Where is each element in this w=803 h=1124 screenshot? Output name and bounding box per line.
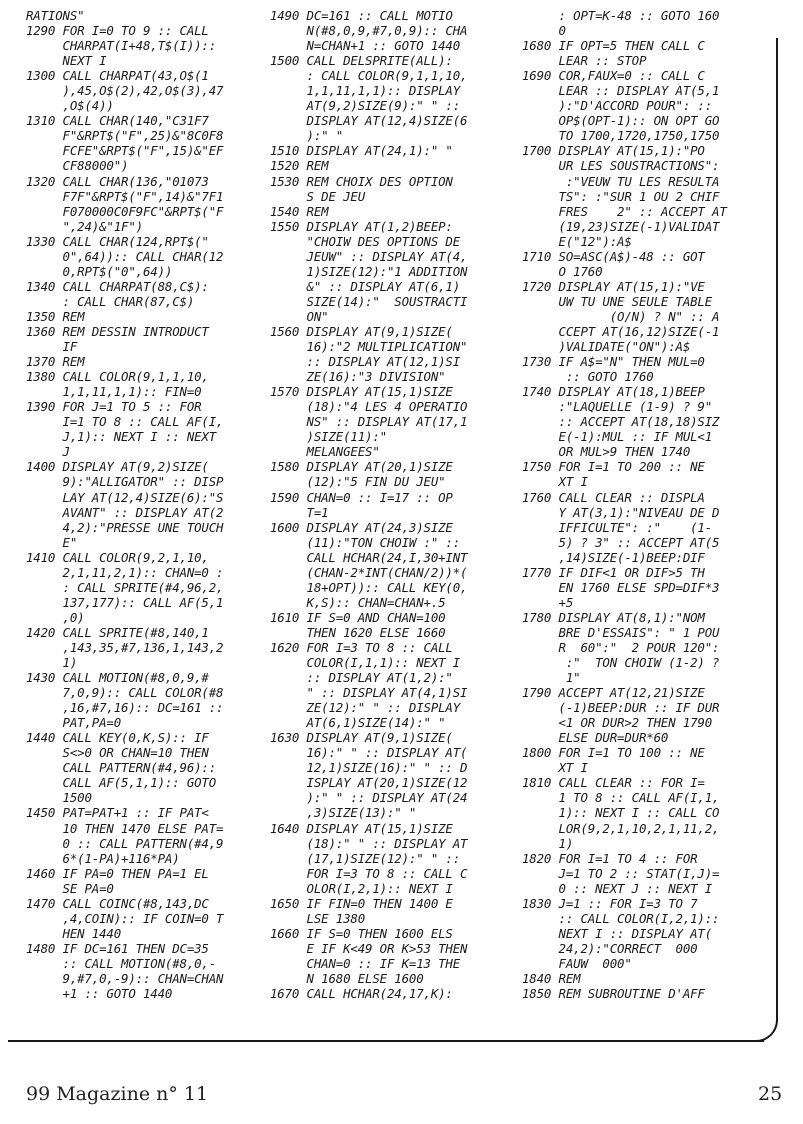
code-line: )VALIDATE("ON"):A$ bbox=[522, 339, 691, 355]
code-line: "CHOIW DES OPTIONS DE bbox=[270, 233, 461, 249]
code-line: TS": :"SUR 1 OU 2 CHIF bbox=[522, 188, 720, 204]
code-line: LEAR :: DISPLAY AT(5,1 bbox=[522, 83, 720, 99]
code-line: 16):" " :: DISPLAY AT( bbox=[270, 745, 468, 761]
code-line: 0 bbox=[522, 23, 566, 39]
code-line: E("12"):A$ bbox=[522, 233, 632, 249]
code-line: AT(9,2)SIZE(9):" " :: bbox=[270, 98, 461, 114]
code-line: N(#8,0,9,#7,0,9):: CHA bbox=[270, 23, 468, 39]
code-line: CHARPAT(I+48,T$(I)):: bbox=[26, 38, 217, 54]
code-line: 1580 DISPLAY AT(20,1)SIZE bbox=[270, 459, 453, 475]
code-line: ",24)&"1F") bbox=[26, 218, 143, 234]
code-line: 1440 CALL KEY(0,K,S):: IF bbox=[26, 730, 209, 746]
code-line: ON" bbox=[270, 308, 329, 324]
code-line: CHAN=0 :: IF K=13 THE bbox=[270, 955, 461, 971]
code-line: (CHAN-2*INT(CHAN/2))*( bbox=[270, 564, 468, 580]
code-line: J,1):: NEXT I :: NEXT bbox=[26, 429, 217, 445]
code-line: 1690 COR,FAUX=0 :: CALL C bbox=[522, 68, 705, 84]
code-line: 9,#7,0,-9):: CHAN=CHAN bbox=[26, 971, 224, 986]
code-line: PAT,PA=0 bbox=[26, 715, 122, 731]
code-line: ,O$(4)) bbox=[26, 98, 114, 114]
code-line: &" :: DISPLAY AT(6,1) bbox=[270, 278, 461, 294]
code-line: K,S):: CHAN=CHAN+.5 bbox=[270, 594, 446, 610]
code-line: ):" " :: DISPLAY AT(24 bbox=[270, 790, 468, 806]
code-line: 1800 FOR I=1 TO 100 :: NE bbox=[522, 745, 705, 761]
code-line: 1510 DISPLAY AT(24,1):" " bbox=[270, 143, 453, 159]
code-line: 1330 CALL CHAR(124,RPT$(" bbox=[26, 233, 209, 249]
code-line: (18):" " :: DISPLAY AT bbox=[270, 835, 468, 851]
code-line: LSE 1380 bbox=[270, 910, 366, 926]
code-line: 1820 FOR I=1 TO 4 :: FOR bbox=[522, 850, 698, 866]
code-line: OLOR(I,2,1):: NEXT I bbox=[270, 880, 453, 896]
code-line: ,3)SIZE(13):" " bbox=[270, 805, 417, 821]
code-line: JEUW" :: DISPLAY AT(4, bbox=[270, 248, 468, 264]
code-line: CCEPT AT(16,12)SIZE(-1 bbox=[522, 323, 720, 339]
code-line: 1530 REM CHOIX DES OPTION bbox=[270, 173, 453, 189]
code-line: 1680 IF OPT=5 THEN CALL C bbox=[522, 38, 705, 54]
code-line: COLOR(I,1,1):: NEXT I bbox=[270, 655, 461, 671]
code-line: OP$(OPT-1):: ON OPT GO bbox=[522, 113, 720, 129]
code-line: 9):"ALLIGATOR" :: DISP bbox=[26, 474, 224, 490]
code-line: FRES 2" :: ACCEPT AT bbox=[522, 203, 727, 219]
code-line: IFFICULTE": :" (1- bbox=[522, 519, 713, 535]
code-line: (18):"4 LES 4 OPERATIO bbox=[270, 399, 468, 415]
code-line: :: CALL COLOR(I,2,1):: bbox=[522, 910, 720, 926]
code-line: : OPT=K-48 :: GOTO 160 bbox=[522, 8, 720, 23]
code-line: : CALL COLOR(9,1,1,10, bbox=[270, 68, 468, 84]
code-line: SE PA=0 bbox=[26, 880, 114, 896]
code-line: 1660 IF S=0 THEN 1600 ELS bbox=[270, 925, 453, 941]
code-line: LOR(9,2,1,10,2,1,11,2, bbox=[522, 820, 720, 836]
code-line: N 1680 ELSE 1600 bbox=[270, 971, 424, 986]
code-line: 12,1)SIZE(16):" " :: D bbox=[270, 760, 468, 776]
code-line: : CALL SPRITE(#4,96,2, bbox=[26, 579, 224, 595]
code-line: 1320 CALL CHAR(136,"01073 bbox=[26, 173, 209, 189]
code-line: 5) ? 3" :: ACCEPT AT(5 bbox=[522, 534, 720, 550]
code-line: 1,1,11,1,1):: DISPLAY bbox=[270, 83, 461, 99]
code-line: CF88000") bbox=[26, 158, 129, 174]
code-line: EN 1760 ELSE SPD=DIF*3 bbox=[522, 579, 720, 595]
code-line: 7,0,9):: CALL COLOR(#8 bbox=[26, 685, 224, 701]
code-line: :: DISPLAY AT(12,1)SI bbox=[270, 354, 461, 370]
code-line: LAY AT(12,4)SIZE(6):"S bbox=[26, 489, 224, 505]
code-line: 1670 CALL HCHAR(24,17,K): bbox=[270, 986, 453, 1002]
code-line: 1500 bbox=[26, 790, 92, 806]
code-line: 1400 DISPLAY AT(9,2)SIZE( bbox=[26, 459, 209, 475]
code-line: 1770 IF DIF<1 OR DIF>5 TH bbox=[522, 564, 705, 580]
code-line: ,14)SIZE(-1)BEEP:DIF bbox=[522, 549, 705, 565]
code-line: AVANT" :: DISPLAY AT(2 bbox=[26, 504, 224, 520]
code-line: : CALL CHAR(87,C$) bbox=[26, 293, 195, 309]
code-line: 1780 DISPLAY AT(8,1):"NOM bbox=[522, 609, 705, 625]
code-line: 1480 IF DC=161 THEN DC=35 bbox=[26, 940, 209, 956]
code-line: I=1 TO 8 :: CALL AF(I, bbox=[26, 414, 224, 430]
code-line: 1460 IF PA=0 THEN PA=1 EL bbox=[26, 865, 209, 881]
code-line: 1540 REM bbox=[270, 203, 329, 219]
code-line: ZE(16):"3 DIVISION" bbox=[270, 369, 446, 385]
code-line: " :: DISPLAY AT(4,1)SI bbox=[270, 685, 468, 701]
publication-title: 99 Magazine n° 11 bbox=[26, 1083, 209, 1105]
code-line: ):" " bbox=[270, 128, 344, 144]
code-line: 0 :: CALL PATTERN(#4,9 bbox=[26, 835, 224, 851]
code-line: NS" :: DISPLAY AT(17,1 bbox=[270, 414, 468, 430]
code-line: 24,2):"CORRECT 000 bbox=[522, 940, 698, 956]
code-line: 1590 CHAN=0 :: I=17 :: OP bbox=[270, 489, 453, 505]
code-line: 1850 REM SUBROUTINE D'AFF bbox=[522, 986, 705, 1002]
code-line: (12):"5 FIN DU JEU" bbox=[270, 474, 446, 490]
code-line: IF bbox=[26, 339, 78, 355]
code-line: 2,1,11,2,1):: CHAN=0 : bbox=[26, 564, 224, 580]
code-line: (19,23)SIZE(-1)VALIDAT bbox=[522, 218, 720, 234]
code-line: 10 THEN 1470 ELSE PAT= bbox=[26, 820, 224, 836]
code-line: Y AT(3,1):"NIVEAU DE D bbox=[522, 504, 720, 520]
code-line: S<>0 OR CHAN=10 THEN bbox=[26, 745, 209, 761]
code-line: 1700 DISPLAY AT(15,1):"PO bbox=[522, 143, 705, 159]
code-line: 1830 J=1 :: FOR I=3 TO 7 bbox=[522, 895, 698, 911]
code-line: 1750 FOR I=1 TO 200 :: NE bbox=[522, 459, 705, 475]
code-line: :: GOTO 1760 bbox=[522, 369, 654, 385]
code-line: 1610 IF S=0 AND CHAN=100 bbox=[270, 609, 446, 625]
code-line: 1840 REM bbox=[522, 971, 581, 986]
code-line: 16):"2 MULTIPLICATION" bbox=[270, 339, 468, 355]
code-line: 1" bbox=[522, 670, 581, 686]
code-line: E(-1):MUL :: IF MUL<1 bbox=[522, 429, 713, 445]
listing-column-2 bbox=[270, 8, 508, 1001]
page-frame-corner bbox=[750, 1016, 778, 1042]
code-line: 0 :: NEXT J :: NEXT I bbox=[522, 880, 713, 896]
code-line: CALL HCHAR(24,I,30+INT bbox=[270, 549, 468, 565]
code-line: 1290 FOR I=0 TO 9 :: CALL bbox=[26, 23, 209, 39]
code-line: NEXT I :: DISPLAY AT( bbox=[522, 925, 713, 941]
code-line: 1490 DC=161 :: CALL MOTIO bbox=[270, 8, 453, 23]
code-line: ),45,O$(2),42,O$(3),47 bbox=[26, 83, 224, 99]
code-line: OR MUL>9 THEN 1740 bbox=[522, 444, 691, 460]
code-line: F"&RPT$("F",25)&"8C0F8 bbox=[26, 128, 224, 144]
code-line: THEN 1620 ELSE 1660 bbox=[270, 624, 446, 640]
code-line: ):"D'ACCORD POUR": :: bbox=[522, 98, 713, 114]
code-line: 1350 REM bbox=[26, 308, 85, 324]
code-line: 1810 CALL CLEAR :: FOR I= bbox=[522, 775, 705, 791]
code-line: 1620 FOR I=3 TO 8 :: CALL bbox=[270, 639, 453, 655]
code-line: 1630 DISPLAY AT(9,1)SIZE( bbox=[270, 730, 453, 746]
page-frame-right-rule bbox=[776, 38, 778, 1022]
code-line: SIZE(14):" SOUSTRACTI bbox=[270, 293, 468, 309]
code-line: E" bbox=[26, 534, 78, 550]
code-line: 0,RPT$("0",64)) bbox=[26, 263, 173, 279]
code-line: F070000C0F9FC"&RPT$("F bbox=[26, 203, 224, 219]
code-line: J bbox=[26, 444, 70, 460]
code-line: NEXT I bbox=[26, 53, 107, 69]
code-line: 1380 CALL COLOR(9,1,1,10, bbox=[26, 369, 209, 385]
code-line: 1710 SO=ASC(A$)-48 :: GOT bbox=[522, 248, 705, 264]
code-line: N=CHAN+1 :: GOTO 1440 bbox=[270, 38, 461, 54]
code-line: UW TU UNE SEULE TABLE bbox=[522, 293, 713, 309]
code-line: 1) bbox=[26, 655, 78, 671]
code-line: ZE(12):" " :: DISPLAY bbox=[270, 700, 461, 716]
code-line: 1):: NEXT I :: CALL CO bbox=[522, 805, 720, 821]
code-line: 1640 DISPLAY AT(15,1)SIZE bbox=[270, 820, 453, 836]
code-line: ,16,#7,16):: DC=161 :: bbox=[26, 700, 224, 716]
code-line: +1 :: GOTO 1440 bbox=[26, 986, 173, 1002]
code-line: LEAR :: STOP bbox=[522, 53, 647, 69]
code-line: (11):"TON CHOIW :" :: bbox=[270, 534, 461, 550]
code-line: BRE D'ESSAIS": " 1 POU bbox=[522, 624, 720, 640]
code-line: F7F"&RPT$("F",14)&"7F1 bbox=[26, 188, 224, 204]
code-line: 1760 CALL CLEAR :: DISPLA bbox=[522, 489, 705, 505]
code-line: 1790 ACCEPT AT(12,21)SIZE bbox=[522, 685, 705, 701]
code-line: CALL AF(5,1,1):: GOTO bbox=[26, 775, 217, 791]
code-line: 1520 REM bbox=[270, 158, 329, 174]
code-line: HEN 1440 bbox=[26, 925, 122, 941]
code-line: 1550 DISPLAY AT(1,2)BEEP: bbox=[270, 218, 453, 234]
code-line: ,143,35,#7,136,1,143,2 bbox=[26, 639, 224, 655]
code-line: CALL PATTERN(#4,96):: bbox=[26, 760, 217, 776]
code-line: (17,1)SIZE(12):" " :: bbox=[270, 850, 461, 866]
code-line: 1)SIZE(12):"1 ADDITION bbox=[270, 263, 468, 279]
code-line: 1340 CALL CHARPAT(88,C$): bbox=[26, 278, 209, 294]
code-line: DISPLAY AT(12,4)SIZE(6 bbox=[270, 113, 468, 129]
code-line: 1 TO 8 :: CALL AF(I,1, bbox=[522, 790, 720, 806]
code-line: )SIZE(11):" bbox=[270, 429, 387, 445]
code-line: ISPLAY AT(20,1)SIZE(12 bbox=[270, 775, 468, 791]
code-line: 1600 DISPLAY AT(24,3)SIZE bbox=[270, 519, 453, 535]
code-line: ELSE DUR=DUR*60 bbox=[522, 730, 669, 746]
code-line: AT(6,1)SIZE(14):" " bbox=[270, 715, 446, 731]
code-line: T=1 bbox=[270, 504, 329, 520]
code-line: UR LES SOUSTRACTIONS": bbox=[522, 158, 720, 174]
code-line: +5 bbox=[522, 594, 574, 610]
code-line: FCFE"&RPT$("F",15)&"EF bbox=[26, 143, 224, 159]
code-line: RATIONS" bbox=[26, 8, 85, 23]
code-line: 1) bbox=[522, 835, 574, 851]
code-line: FOR I=3 TO 8 :: CALL C bbox=[270, 865, 468, 881]
code-line: 1450 PAT=PAT+1 :: IF PAT< bbox=[26, 805, 209, 821]
code-line: (O/N) ? N" :: A bbox=[522, 308, 720, 324]
code-line: ,4,COIN):: IF COIN=0 T bbox=[26, 910, 224, 926]
code-line: MELANGEES" bbox=[270, 444, 380, 460]
code-line: 1650 IF FIN=0 THEN 1400 E bbox=[270, 895, 453, 911]
code-line: :: CALL MOTION(#8,0,- bbox=[26, 955, 217, 971]
code-line: <1 OR DUR>2 THEN 1790 bbox=[522, 715, 713, 731]
code-line: FAUW 000" bbox=[522, 955, 632, 971]
code-line: :: DISPLAY AT(1,2):" bbox=[270, 670, 453, 686]
code-line: O 1760 bbox=[522, 263, 603, 279]
code-line: 18+OPT)):: CALL KEY(0, bbox=[270, 579, 468, 595]
code-line: 137,177):: CALL AF(5,1 bbox=[26, 594, 224, 610]
code-line: 1720 DISPLAY AT(15,1):"VE bbox=[522, 278, 705, 294]
code-line: 1560 DISPLAY AT(9,1)SIZE( bbox=[270, 323, 453, 339]
code-line: S DE JEU bbox=[270, 188, 366, 204]
code-line: 6*(1-PA)+116*PA) bbox=[26, 850, 180, 866]
code-line: 1410 CALL COLOR(9,2,1,10, bbox=[26, 549, 209, 565]
code-line: R 60":" 2 POUR 120": bbox=[522, 639, 720, 655]
code-line: :"LAQUELLE (1-9) ? 9" bbox=[522, 399, 713, 415]
code-line: :"VEUW TU LES RESULTA bbox=[522, 173, 720, 189]
code-line: 1370 REM bbox=[26, 354, 85, 370]
code-line: 4,2):"PRESSE UNE TOUCH bbox=[26, 519, 224, 535]
code-line: 1470 CALL COINC(#8,143,DC bbox=[26, 895, 209, 911]
code-line: XT I bbox=[522, 474, 588, 490]
code-line: J=1 TO 2 :: STAT(I,J)= bbox=[522, 865, 720, 881]
page-frame-bottom-rule bbox=[8, 1040, 764, 1042]
code-line: :" TON CHOIW (1-2) ? bbox=[522, 655, 720, 671]
code-line: 1500 CALL DELSPRITE(ALL): bbox=[270, 53, 453, 69]
page-number: 25 bbox=[758, 1083, 783, 1105]
code-line: E IF K<49 OR K>53 THEN bbox=[270, 940, 468, 956]
code-line: 1570 DISPLAY AT(15,1)SIZE bbox=[270, 384, 453, 400]
code-line: 1360 REM DESSIN INTRODUCT bbox=[26, 323, 209, 339]
code-line: 1420 CALL SPRITE(#8,140,1 bbox=[26, 624, 209, 640]
listing-column-1 bbox=[26, 8, 264, 1001]
code-line: 1390 FOR J=1 TO 5 :: FOR bbox=[26, 399, 202, 415]
code-line: XT I bbox=[522, 760, 588, 776]
code-line: 1430 CALL MOTION(#8,0,9,# bbox=[26, 670, 209, 686]
code-line: 1310 CALL CHAR(140,"C31F7 bbox=[26, 113, 209, 129]
code-line: 1300 CALL CHARPAT(43,O$(1 bbox=[26, 68, 209, 84]
code-line: (-1)BEEP:DUR :: IF DUR bbox=[522, 700, 720, 716]
listing-column-3 bbox=[522, 8, 760, 1001]
code-line: 0",64)):: CALL CHAR(12 bbox=[26, 248, 224, 264]
code-line: 1740 DISPLAY AT(18,1)BEEP bbox=[522, 384, 705, 400]
code-line: ,0) bbox=[26, 609, 85, 625]
code-line: 1,1,11,1,1):: FIN=0 bbox=[26, 384, 202, 400]
code-line: TO 1700,1720,1750,1750 bbox=[522, 128, 720, 144]
code-line: 1730 IF A$="N" THEN MUL=0 bbox=[522, 354, 705, 370]
code-line: :: ACCEPT AT(18,18)SIZ bbox=[522, 414, 720, 430]
